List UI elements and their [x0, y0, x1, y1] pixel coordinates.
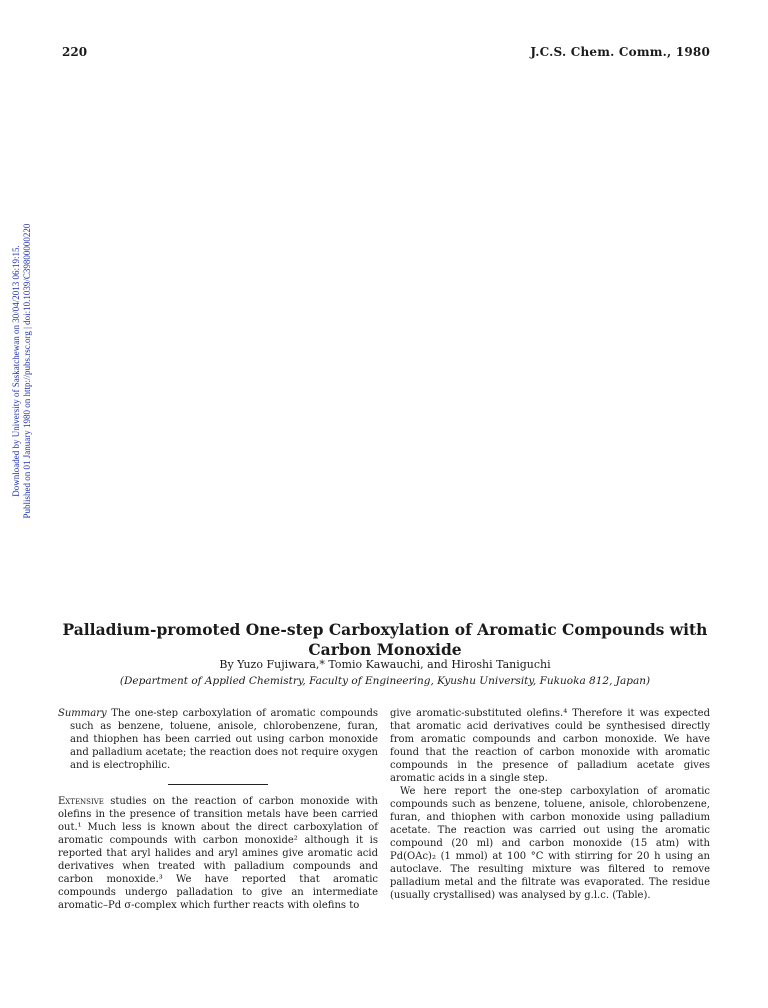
article-title: Palladium-promoted One-step Carboxylation of Aromatic Compounds with Carbon Monoxide: [62, 620, 708, 659]
summary-label: Summary: [58, 708, 107, 719]
continuation-paragraph: give aromatic-substituted olefins.⁴ Therefore it was expected that aromatic acid derivatives could be synthesised directly from aromatic compounds and carbon monoxide. We have found that the reaction of carbon monoxide with aromatic compounds in the presence of palladium acetate gives aromatic acids in a single step.: [390, 708, 710, 784]
left-column: [58, 707, 378, 912]
download-line: Downloaded by University of Saskatchewan on 30/04/2013 06:19:15.: [11, 245, 21, 497]
section-divider: [168, 784, 268, 785]
intro-paragraph: [58, 795, 378, 912]
intro-lead-word: Extensive: [58, 796, 104, 807]
article-affiliation: (Department of Applied Chemistry, Faculty of Engineering, Kyushu University, Fukuoka 812, Japan): [119, 675, 651, 687]
summary-paragraph: [58, 707, 378, 772]
method-paragraph: We here report the one-step carboxylation of aromatic compounds such as benzene, toluene, anisole, chlorobenzene, furan, and thiophen with carbon monoxide using palladium acetate. The reaction was carried out using the aromatic compound (20 ml) and carbon monoxide (15 atm) with Pd(OAc)₂ (1 mmol) at 100 °C with stirring for 20 h using an autoclave. The resulting mixture was filtered to remove palladium metal and the filtrate was evaporated. The residue (usually crystallised) was analysed by g.l.c. (Table).: [390, 786, 710, 901]
journal-reference: J.C.S. Chem. Comm., 1980: [530, 45, 710, 59]
download-watermark: [11, 221, 33, 521]
summary-text: The one-step carboxylation of aromatic compounds such as benzene, toluene, anisole, chlorobenzene, furan, and thiophen has been carried out using carbon monoxide and palladium acetate; the reaction does not require oxygen and is electrophilic.: [70, 708, 378, 771]
page-number: 220: [62, 45, 88, 59]
published-line: Published on 01 January 1980 on http://pubs.rsc.org | doi:10.1039/C39800000220: [22, 223, 32, 519]
article-authors: By Yuzo Fujiwara,* Tomio Kawauchi, and Hiroshi Taniguchi: [219, 658, 551, 671]
intro-text: studies on the reaction of carbon monoxide with olefins in the presence of transition metals have been carried out.¹ Much less is known about the direct carboxylation of aromatic compounds with carbon monoxide² although it is reported that aryl halides and aryl amines give aromatic acid derivatives when treated with palladium compounds and carbon monoxide.³ We have reported that aromatic compounds undergo palladation to give an intermediate aromatic–Pd σ-complex which further reacts with olefins to: [58, 796, 378, 911]
right-column: [390, 707, 710, 902]
